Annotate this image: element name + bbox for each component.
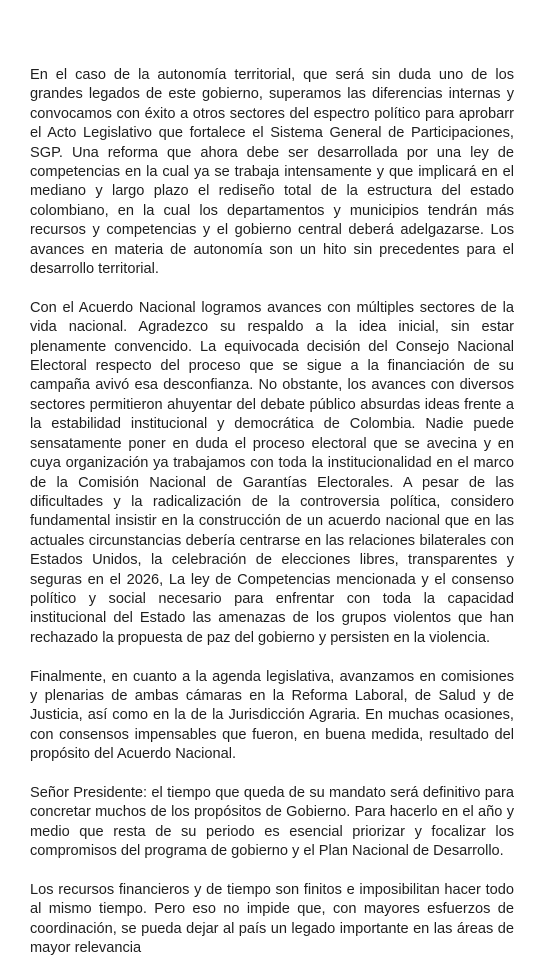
paragraph-remaining-term: Señor Presidente: el tiempo que queda de su mandato será definitivo para concretar muchos de los propósitos de Gobierno. Para hacerlo en el año y medio que resta de su periodo es esencial priorizar y focalizar los compromisos del programa de gobierno y el Plan Nacional de Desarrollo. [30, 784, 514, 860]
paragraph-national-agreement: Con el Acuerdo Nacional logramos avances con múltiples sectores de la vida nacional. Agradezco su respaldo a la idea inicial, sin estar plenamente convencido. La equivocada decisión del Consejo Nacional Electoral respecto del proceso que se sigue a la financiación de su campaña avivó esa desconfianza. No obstante, los avances con diversos sectores permitieron ahuyentar del debate público absurdas ideas frente a la estabilidad institucional y democrática de Colombia. Nadie puede sensatamente poner en duda el proceso electoral que se avecina y en cuya organización ya trabajamos con toda la institucionalidad en el marco de la Comisión Nacional de Garantías Electorales. A pesar de las dificultades y la radicalización de la controversia política, considero fundamental insistir en la construcción de un acuerdo nacional que en las actuales circunstancias debería centrarse en las relaciones bilaterales con Estados Unidos, la celebración de elecciones libres, transparentes y seguras en el 2026, La ley de Competencias mencionada y el consenso político y social necesario para enfrentar con toda la capacidad institucional del Estado las amenazas de los grupos violentos que han rechazado la propuesta de paz del gobierno y persisten en la violencia. [30, 299, 514, 646]
paragraph-resources: Los recursos financieros y de tiempo son finitos e imposibilitan hacer todo al mismo tiempo. Pero eso no impide que, con mayores esfuerzos de coordinación, se pueda dejar al país un legado importante en las áreas de mayor relevancia [30, 882, 514, 957]
paragraph-legislative-agenda: Finalmente, en cuanto a la agenda legislativa, avanzamos en comisiones y plenarias de ambas cámaras en la Reforma Laboral, de Salud y de Justicia, así como en la de la Jurisdicción Agraria. En muchas ocasiones, con consensos impensables que fueron, en buena medida, resultado del propósito del Acuerdo Nacional. [30, 668, 514, 763]
letter-body [30, 66, 514, 978]
paragraph-territorial-autonomy: En el caso de la autonomía territorial, que será sin duda uno de los grandes legados de este gobierno, superamos las diferencias internas y convocamos con éxito a otros sectores del espectro político para aprobarr el Acto Legislativo que fortalece el Sistema General de Participaciones, SGP. Una reforma que ahora debe ser desarrollada por una ley de competencias en la cual ya se trabaja intensamente y que implicará en el mediano y largo plazo el rediseño total de la estructura del estado colombiano, en la cual los departamentos y municipios tendrán más recursos y competencias y el gobierno central deberá adelgazarse. Los avances en materia de autonomía son un hito sin precedentes para el desarrollo territorial. [30, 67, 514, 278]
